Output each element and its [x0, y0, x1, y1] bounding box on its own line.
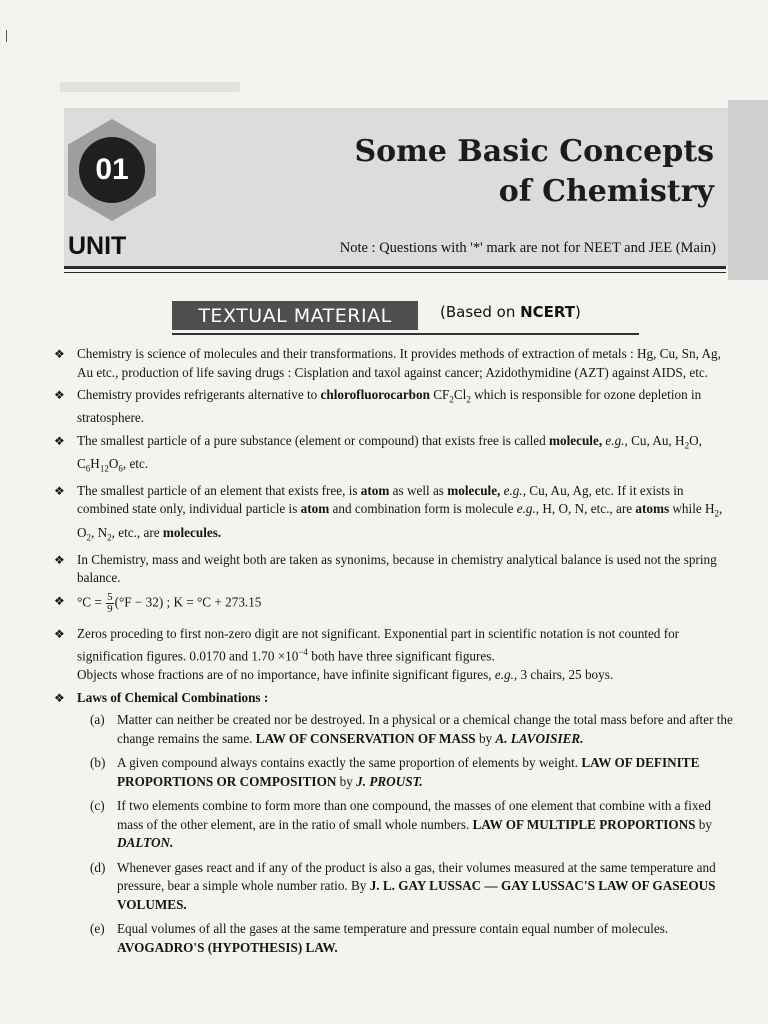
laws-heading: Laws of Chemical Combinations :	[77, 689, 269, 705]
header-rule-thin	[64, 272, 726, 273]
header-rule-thick	[64, 266, 726, 269]
bleed-through-mark	[60, 82, 240, 92]
bullet-icon: ❖	[54, 347, 65, 361]
laws-list	[90, 711, 736, 957]
based-on-label: (Based on NCERT)	[440, 303, 581, 321]
fraction: $\frac{5}{9}$	[107, 590, 113, 615]
bullet-icon: ❖	[54, 626, 65, 641]
chapter-title	[300, 132, 714, 212]
list-item: ❖ Chemistry is science of molecules and their transformations. It provides methods of extraction of metals : Hg, Cu, Sn, Ag, Au etc., production of life saving drugs : Cisplation and taxol against cancer; Azidothymidine (AZT) against AIDS, etc.	[54, 346, 721, 380]
list-item: ❖ In Chemistry, mass and weight both are taken as synonims, because in chemistry analytical balance is used not the spring balance.	[54, 551, 717, 586]
law-item-d: (d) Whenever gases react and if any of the product is also a gas, their volumes measured at the same temperature and pressure, bear a simple whole number ratio. By J. L. GAY LUSSAC — GAY LUSSAC'S LAW OF GASEOUS VOLUMES.	[90, 859, 716, 912]
unit-number-badge: 01	[79, 137, 145, 203]
list-item: ❖ The smallest particle of a pure substance (element or compound) that exists free is called molecule, e.g., Cu, Au, $H_2O$, $C_6H_{12}O_6$, etc.	[54, 432, 702, 474]
section-underline	[172, 333, 639, 335]
chapter-title-line-1: Some Basic Concepts	[354, 134, 714, 169]
list-item: ❖ Chemistry provides refrigerants alternative to chlorofluorocarbon $CF_2Cl_2$ which is responsible for ozone depletion in stratosphere.	[54, 387, 702, 426]
bullet-icon: ❖	[54, 388, 65, 402]
list-item	[50, 689, 736, 708]
bullet-icon: ❖	[54, 690, 65, 705]
temperature-formula: ❖ °C = $\frac{5}{9}$ (°F − 32) ; K = °C + 273.15	[54, 590, 262, 615]
content-body	[50, 345, 736, 963]
bullet-icon: ❖	[54, 483, 65, 498]
bullet-icon: ❖	[54, 552, 65, 567]
bullet-icon: ❖	[54, 433, 65, 448]
page-edge-mark	[6, 30, 7, 42]
unit-label: UNIT	[68, 232, 127, 260]
chapter-title-line-2: of Chemistry	[498, 174, 714, 209]
header-note: Note : Questions with '*' mark are not for NEET and JEE (Main)	[339, 240, 716, 256]
bullet-icon: ❖	[54, 593, 65, 608]
list-item: ❖ Zeros proceding to first non-zero digit are not significant. Exponential part in scientific notation is not counted for signification figures. 0.0170 and $1.70 \times 10^{-4}$ both have three significant figures. Objects whose fractions are of no importance, have infinite significant figures, e.g., 3 chairs, 25 boys.	[54, 625, 680, 683]
law-item-e: (e) Equal volumes of all the gases at the same temperature and pressure contain equal number of molecules. AVOGADRO'S (HYPOTHESIS) LAW.	[90, 921, 669, 955]
section-badge: TEXTUAL MATERIAL	[172, 301, 418, 330]
law-item-a: (a) Matter can neither be created nor be destroyed. In a physical or a chemical change the total mass before and after the change remains the same. LAW OF CONSERVATION OF MASS by A. LAVOISIER.	[90, 712, 733, 746]
header-edge-strip	[728, 100, 768, 280]
law-item-c: (c) If two elements combine to form more than one compound, the masses of one element that combine with a fixed mass of the other element, are in the ratio of small whole numbers. LAW OF MULTIPLE PROPORTIONS by DALTON.	[90, 798, 712, 851]
law-item-b: (b) A given compound always contains exactly the same proportion of elements by weight. LAW OF DEFINITE PROPORTIONS OR COMPOSITION by J. PROUST.	[90, 755, 700, 789]
list-item: ❖ The smallest particle of an element that exists free, is atom as well as molecule, e.g., Cu, Au, Ag, etc. If it exists in combined state only, individual particle is atom and combination form is molecule e.g., H, O, N, etc., are atoms while $H_2$, $O_2$, $N_2$, etc., are molecules.	[54, 482, 723, 543]
